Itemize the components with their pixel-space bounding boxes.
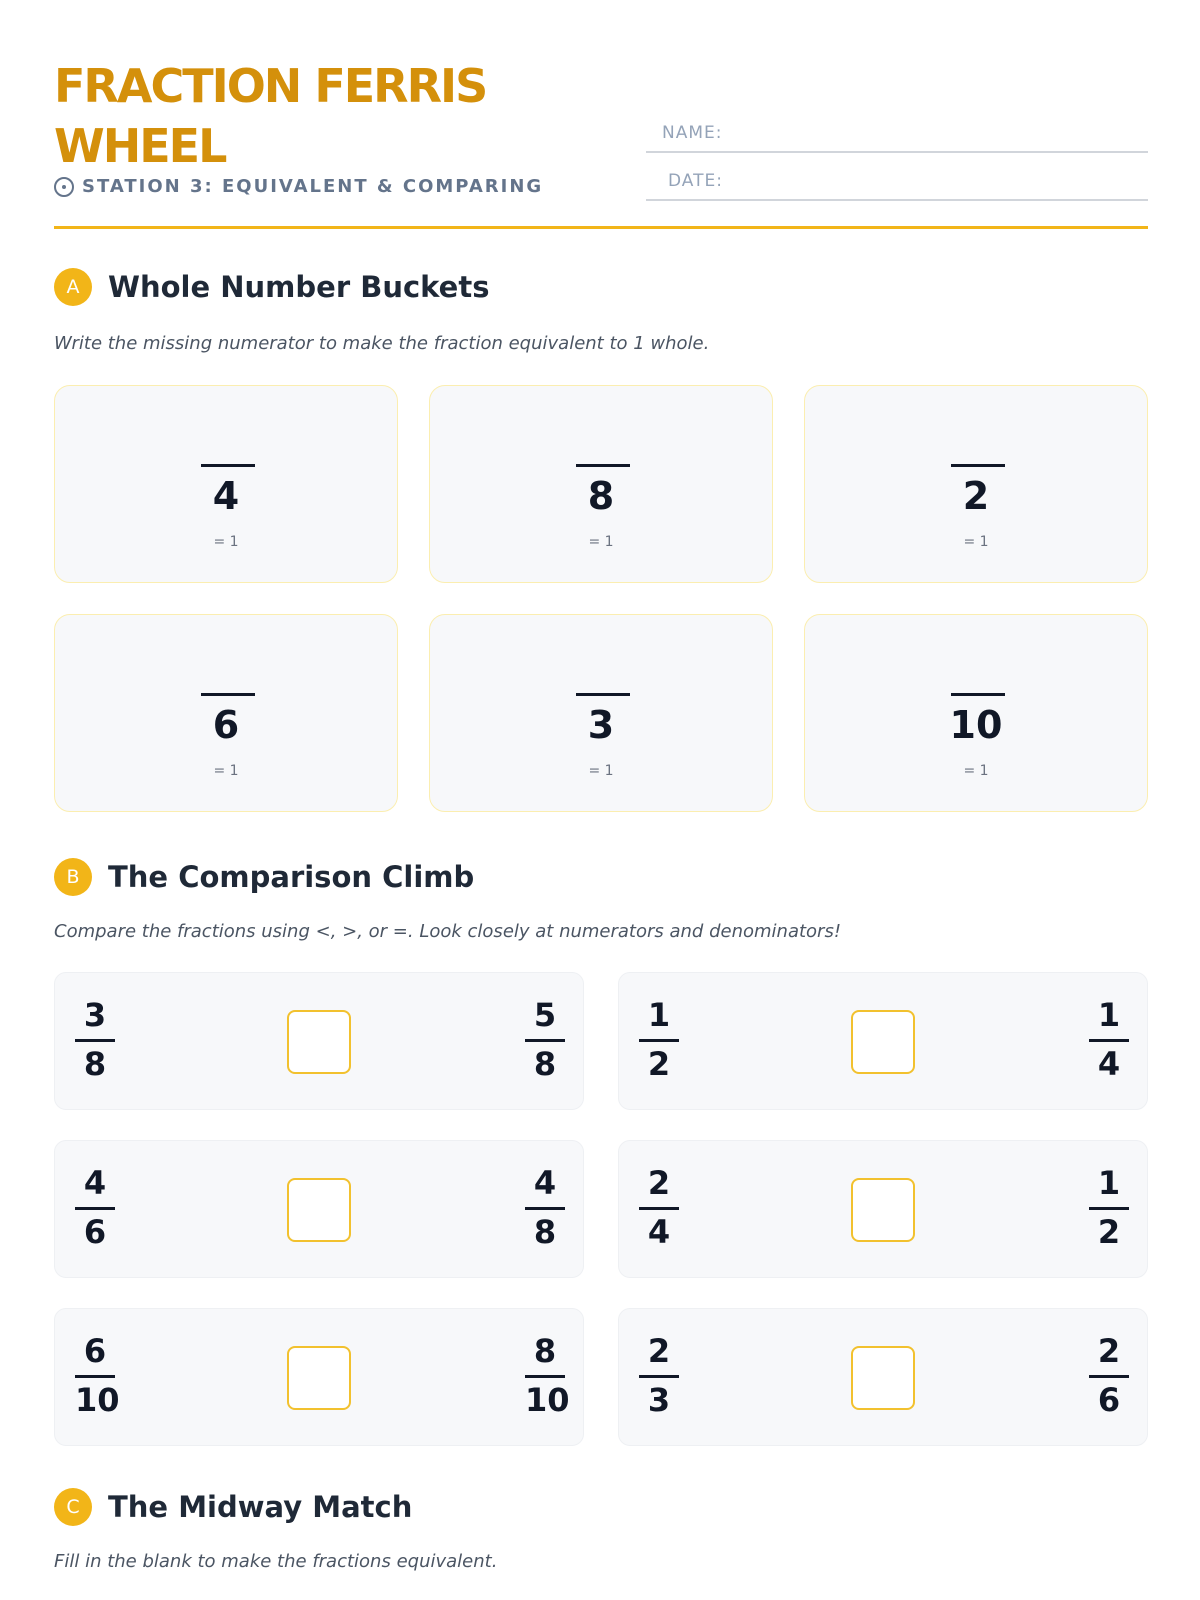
numerator-blank[interactable]: [576, 464, 630, 467]
fraction-bar: [525, 1207, 565, 1210]
section-a-heading: [54, 268, 489, 306]
comparison-card: [618, 1140, 1148, 1278]
station-subtitle-text: STATION 3: EQUIVALENT & COMPARING: [82, 176, 544, 197]
denominator: 8: [533, 1213, 557, 1251]
comparison-answer-box[interactable]: [851, 1346, 915, 1410]
section-b-title: The Comparison Climb: [108, 860, 475, 894]
bucket-denominator: 2: [962, 474, 990, 518]
bucket-card: [429, 385, 773, 583]
numerator: 4: [533, 1164, 557, 1202]
section-a-title: Whole Number Buckets: [108, 270, 490, 304]
target-icon: [54, 177, 74, 197]
section-b-badge: B: [54, 858, 92, 896]
comparison-card: [618, 1308, 1148, 1446]
station-subtitle: [54, 176, 543, 197]
fraction-bar: [1089, 1039, 1129, 1042]
bucket-denominator: 10: [949, 703, 1003, 747]
fraction-bar: [75, 1039, 115, 1042]
header-divider: [54, 226, 1148, 229]
denominator: 8: [83, 1045, 107, 1083]
comparison-card: [618, 972, 1148, 1110]
numerator: 3: [83, 996, 107, 1034]
numerator: 1: [1097, 1164, 1121, 1202]
denominator: 4: [1097, 1045, 1121, 1083]
comparison-answer-box[interactable]: [851, 1178, 915, 1242]
denominator: 6: [1097, 1381, 1121, 1419]
comparison-answer-box[interactable]: [287, 1010, 351, 1074]
denominator: 10: [75, 1381, 120, 1419]
numerator: 8: [533, 1332, 557, 1370]
equals-one-label: = 1: [963, 763, 989, 779]
name-label: NAME:: [662, 123, 723, 143]
fraction-bar: [525, 1039, 565, 1042]
section-c-heading: [54, 1488, 412, 1526]
numerator-blank[interactable]: [201, 693, 255, 696]
numerator: 1: [647, 996, 671, 1034]
equals-one-label: = 1: [213, 763, 239, 779]
worksheet-header: [54, 0, 1148, 232]
numerator: 2: [1097, 1332, 1121, 1370]
comparison-card: [54, 972, 584, 1110]
fraction-bar: [639, 1039, 679, 1042]
section-a-badge: A: [54, 268, 92, 306]
fraction-bar: [75, 1375, 115, 1378]
numerator-blank[interactable]: [951, 693, 1005, 696]
numerator: 6: [83, 1332, 107, 1370]
numerator-blank[interactable]: [576, 693, 630, 696]
equals-one-label: = 1: [213, 534, 239, 550]
name-field[interactable]: [646, 117, 1148, 153]
numerator-blank[interactable]: [201, 464, 255, 467]
numerator: 1: [1097, 996, 1121, 1034]
equals-one-label: = 1: [588, 763, 614, 779]
comparison-card: [54, 1140, 584, 1278]
comparison-card: [54, 1308, 584, 1446]
fraction-bar: [1089, 1207, 1129, 1210]
section-c-title: The Midway Match: [108, 1490, 413, 1524]
bucket-denominator: 6: [212, 703, 240, 747]
equals-one-label: = 1: [963, 534, 989, 550]
date-label: DATE:: [668, 171, 723, 191]
denominator: 6: [83, 1213, 107, 1251]
fraction-bar: [75, 1207, 115, 1210]
date-field[interactable]: [646, 165, 1148, 201]
bucket-denominator: 4: [212, 474, 240, 518]
worksheet-page: [54, 0, 1148, 1572]
bucket-denominator: 3: [587, 703, 615, 747]
numerator: 2: [647, 1164, 671, 1202]
denominator: 4: [647, 1213, 671, 1251]
bucket-card: [804, 614, 1148, 812]
section-c-instruction: Fill in the blank to make the fractions equivalent.: [54, 1551, 498, 1572]
denominator: 2: [647, 1045, 671, 1083]
fraction-bar: [1089, 1375, 1129, 1378]
fraction-bar: [639, 1375, 679, 1378]
numerator-blank[interactable]: [951, 464, 1005, 467]
section-c-badge: C: [54, 1488, 92, 1526]
denominator: 2: [1097, 1213, 1121, 1251]
numerator: 4: [83, 1164, 107, 1202]
bucket-denominator: 8: [587, 474, 615, 518]
bucket-card: [54, 385, 398, 583]
numerator: 5: [533, 996, 557, 1034]
comparison-answer-box[interactable]: [851, 1010, 915, 1074]
comparison-answer-box[interactable]: [287, 1346, 351, 1410]
fraction-bar: [639, 1207, 679, 1210]
denominator: 3: [647, 1381, 671, 1419]
section-a-instruction: Write the missing numerator to make the fraction equivalent to 1 whole.: [54, 333, 710, 354]
fraction-bar: [525, 1375, 565, 1378]
section-b-instruction: Compare the fractions using <, >, or =. Look closely at numerators and denominators!: [54, 921, 842, 942]
worksheet-title: FRACTION FERRIS WHEEL: [54, 59, 487, 173]
numerator: 2: [647, 1332, 671, 1370]
bucket-card: [54, 614, 398, 812]
denominator: 10: [525, 1381, 570, 1419]
comparison-answer-box[interactable]: [287, 1178, 351, 1242]
bucket-card: [429, 614, 773, 812]
section-b-heading: [54, 858, 474, 896]
equals-one-label: = 1: [588, 534, 614, 550]
bucket-card: [804, 385, 1148, 583]
denominator: 8: [533, 1045, 557, 1083]
